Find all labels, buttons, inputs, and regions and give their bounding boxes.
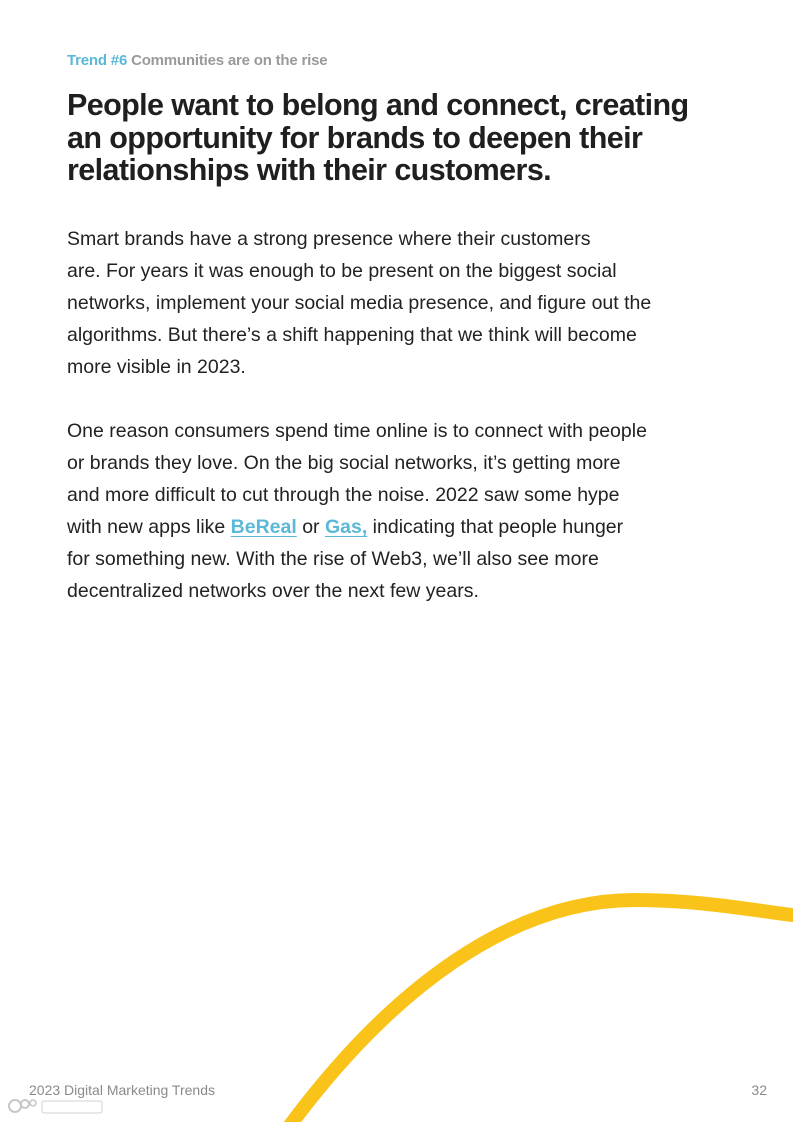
paragraph-line: decentralized networks over the next few years.: [67, 580, 479, 602]
text-segment: indicating that people hunger: [367, 516, 624, 538]
paragraph-line: more visible in 2023.: [67, 356, 246, 378]
headline-line: an opportunity for brands to deepen their: [67, 120, 643, 155]
paragraph-line: and more difficult to cut through the noise. 2022 saw some hype: [67, 484, 620, 506]
watermark-logo: [6, 1094, 106, 1118]
headline-line: People want to belong and connect, creating: [67, 88, 689, 122]
page-headline: [67, 89, 717, 187]
footer-document-title: 2023 Digital Marketing Trends: [29, 1082, 215, 1098]
text-segment: or: [296, 516, 325, 538]
footer-page-number: 32: [751, 1082, 767, 1098]
body-paragraph-1: [67, 223, 737, 383]
body-paragraph-2: [67, 415, 737, 607]
paragraph-line: Smart brands have a strong presence where their customers: [67, 228, 591, 250]
paragraph-line: networks, implement your social media presence, and figure out the: [67, 292, 652, 314]
gas-link[interactable]: Gas,: [324, 516, 368, 538]
swoosh-path: [288, 900, 793, 1122]
paragraph-line: One reason consumers spend time online is to connect with people: [67, 420, 647, 442]
paragraph-line-with-links: [67, 511, 737, 543]
trend-number: Trend #6: [67, 52, 128, 69]
text-segment: with new apps like: [67, 516, 231, 538]
paragraph-line: are. For years it was enough to be present on the biggest social: [67, 260, 617, 282]
bereal-link[interactable]: BeReal: [230, 516, 297, 538]
section-eyebrow: [67, 52, 327, 69]
paragraph-line: or brands they love. On the big social networks, it’s getting more: [67, 452, 621, 474]
paragraph-line: algorithms. But there’s a shift happening that we think will become: [67, 324, 637, 346]
headline-line: relationships with their customers.: [67, 153, 552, 187]
trend-title: Communities are on the rise: [131, 52, 328, 69]
paragraph-line: for something new. With the rise of Web3, we’ll also see more: [67, 548, 599, 570]
